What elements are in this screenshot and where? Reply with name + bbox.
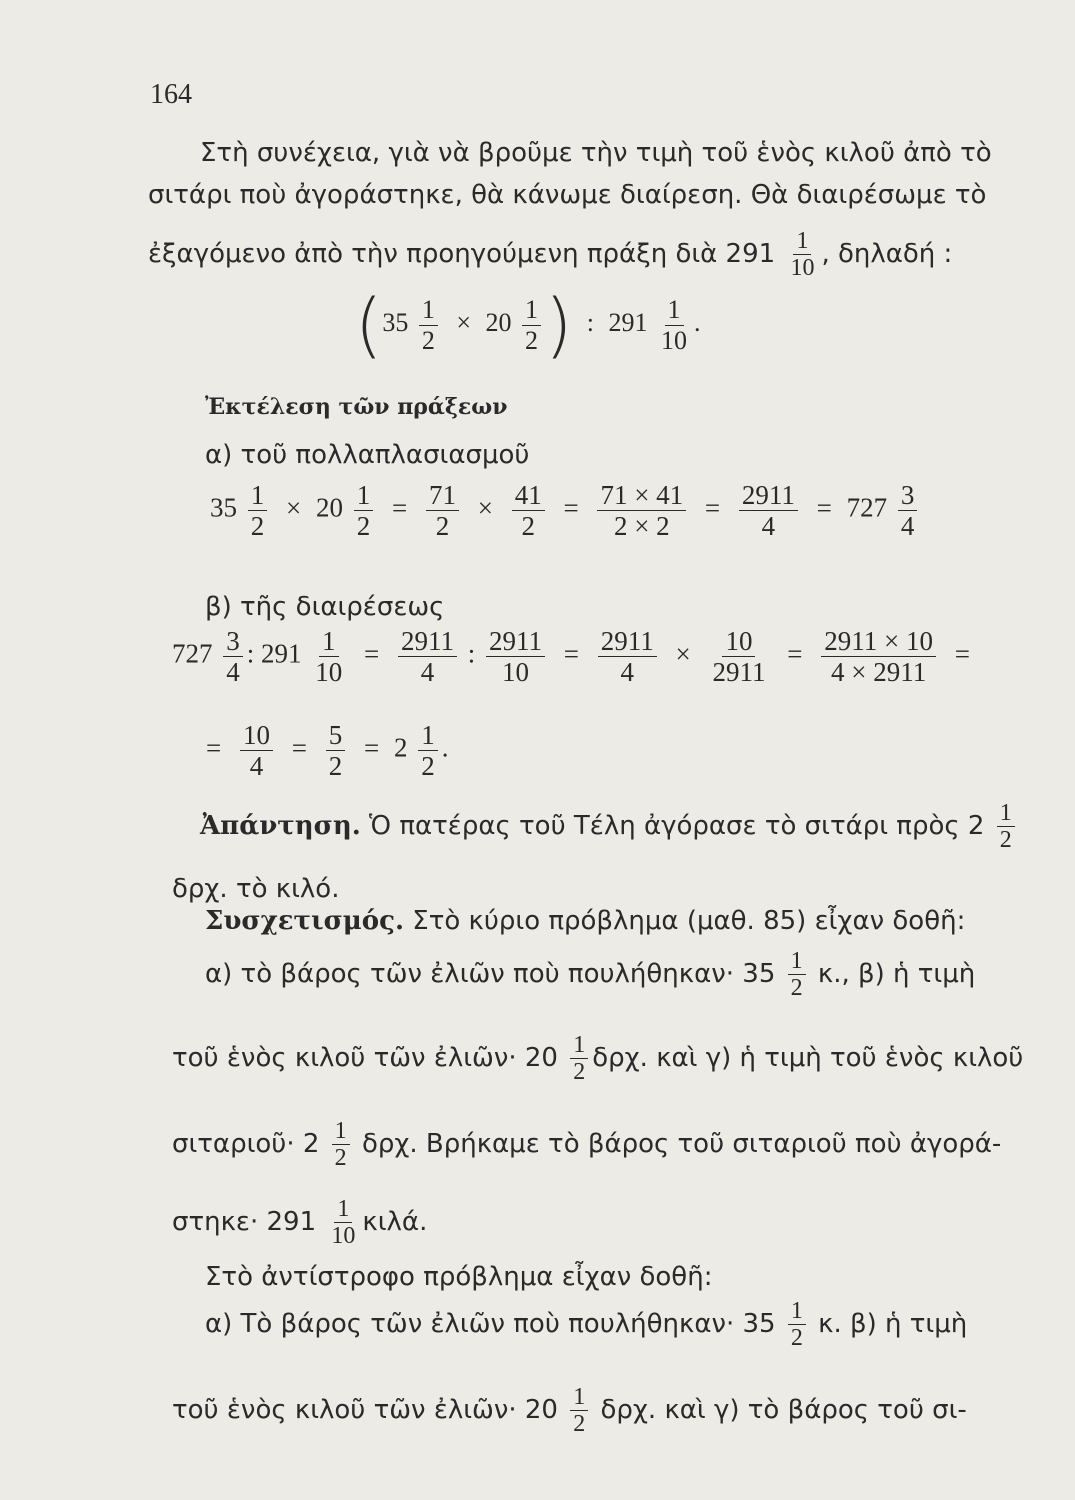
inverse-problem-intro: Στὸ ἀντίστροφο πρόβλημα εἶχαν δοθῆ: (205, 1262, 713, 1292)
answer-text: Ὁ πατέρας τοῦ Τέλη ἀγόρασε τὸ σιτάρι πρὸς 2 (369, 811, 985, 841)
fraction: $\frac{2911}{4}$ (598, 626, 657, 687)
fraction: $\frac{1}{2}$ (570, 1384, 588, 1437)
fraction: $\frac{2911 \times 10}{4 \times 2911}$ (821, 626, 936, 687)
intro-line-3-text: ἐξαγόμενο ἀπὸ τὴν προηγούμενη πράξη διὰ 291 (148, 239, 776, 269)
intro-line-3 (148, 228, 952, 281)
intro-line-1: Στὴ συνέχεια, γιὰ νὰ βροῦμε τὴν τιμὴ τοῦ ἑνὸς κιλοῦ ἀπὸ τὸ (200, 138, 992, 168)
fraction: $\frac{5}{2}$ (326, 720, 346, 781)
fraction: $\frac{10}{2911}$ (712, 626, 766, 687)
fraction: $\frac{1}{2}$ (570, 1032, 588, 1085)
fraction: $\frac{2911}{4}$ (739, 480, 798, 541)
fraction: $\frac{1}{2}$ (354, 480, 374, 541)
fraction: $\frac{71 \times 41}{2 \times 2}$ (597, 480, 686, 541)
intro-line-3-tail: , δηλαδή : (821, 239, 953, 269)
fraction: $\frac{1}{2}$ (788, 1298, 806, 1351)
main-problem-line-1: α) τὸ βάρος τῶν ἐλιῶν ποὺ πουλήθηκαν· 35 $\frac{1}{2}$ κ., β) ἡ τιμὴ (205, 948, 976, 1001)
beta-label: β) τῆς διαιρέσεως (205, 592, 445, 622)
main-problem-line-3: σιταριοῦ· 2 $\frac{1}{2}$ δρχ. Βρήκαμε τὸ βάρος τοῦ σιταριοῦ ποὺ ἀγορά- (172, 1118, 1002, 1171)
multiplication-equation: 35 $\frac{1}{2}$ × 20 $\frac{1}{2}$ = $\frac{71}{2}$ × $\frac{41}{2}$ = $\frac{71 \times 41}{2 \times 2}$ = $\frac{2911}{4}$ = 727 $\frac{3}{4}$ (210, 480, 921, 541)
answer-label: Ἀπάντηση. (200, 811, 361, 841)
fraction: $\frac{71}{2}$ (426, 480, 459, 541)
fraction: $\frac{10}{4}$ (240, 720, 273, 781)
answer-line-2: δρχ. τὸ κιλό. (172, 874, 340, 904)
correlation-line (205, 906, 965, 936)
fraction: $\frac{1}{10}$ (661, 294, 688, 355)
fraction: $\frac{41}{2}$ (512, 480, 545, 541)
fraction: $\frac{2911}{10}$ (486, 626, 545, 687)
inverse-problem-line-2: τοῦ ἑνὸς κιλοῦ τῶν ἐλιῶν· 20 $\frac{1}{2}$ δρχ. καὶ γ) τὸ βάρος τοῦ σι- (172, 1384, 967, 1437)
answer-line (200, 800, 1019, 853)
fraction: $\frac{3}{4}$ (898, 480, 918, 541)
inverse-problem-line-1: α) Τὸ βάρος τῶν ἐλιῶν ποὺ πουλήθηκαν· 35 $\frac{1}{2}$ κ. β) ἡ τιμὴ (205, 1298, 968, 1351)
fraction: $\frac{1}{2}$ (522, 295, 541, 356)
main-problem-line-4: στηκε· 291 $\frac{1}{10}$ κιλά. (172, 1196, 428, 1249)
fraction: $\frac{1}{10}$ (790, 228, 815, 281)
alpha-label: α) τοῦ πολλαπλασιασμοῦ (205, 440, 530, 470)
page-number: 164 (150, 79, 192, 110)
fraction: $\frac{1}{2}$ (788, 948, 806, 1001)
fraction: $\frac{1}{10}$ (331, 1196, 356, 1249)
fraction: $\frac{1}{2}$ (997, 800, 1015, 853)
fraction: $\frac{1}{2}$ (248, 480, 268, 541)
formula-1: (35 $\frac{1}{2}$ × 20 $\frac{1}{2}$ ) : 291 $\frac{1}{10}$ . (355, 284, 701, 366)
main-problem-line-2: τοῦ ἑνὸς κιλοῦ τῶν ἐλιῶν· 20 $\frac{1}{2}$ δρχ. καὶ γ) ἡ τιμὴ τοῦ ἑνὸς κιλοῦ (172, 1032, 1024, 1085)
fraction: $\frac{1}{2}$ (419, 295, 438, 356)
fraction: $\frac{2911}{4}$ (398, 626, 457, 687)
correlation-label: Συσχετισμός. (205, 906, 404, 936)
division-equation: 727 $\frac{3}{4}$ : 291 $\frac{1}{10}$ = $\frac{2911}{4}$ : $\frac{2911}{10}$ = $\frac{2911}{4}$ × $\frac{10}{2911}$ = $\frac{2911 \times 10}{4 \times 2911}$ = (172, 626, 970, 687)
fraction: $\frac{1}{2}$ (332, 1118, 350, 1171)
fraction: $\frac{1}{10}$ (315, 626, 343, 687)
correlation-text: Στὸ κύριο πρόβλημα (μαθ. 85) εἶχαν δοθῆ: (412, 906, 966, 936)
division-equation-continued: = $\frac{10}{4}$ = $\frac{5}{2}$ = 2 $\frac{1}{2}$ . (206, 720, 449, 781)
heading-execution: Ἐκτέλεση τῶν πράξεων (205, 394, 508, 420)
fraction: $\frac{1}{2}$ (418, 720, 438, 781)
intro-line-2: σιτάρι ποὺ ἀγοράστηκε, θὰ κάνωμε διαίρεση. Θὰ διαιρέσωμε τὸ (148, 180, 987, 210)
fraction: $\frac{3}{4}$ (223, 626, 243, 687)
